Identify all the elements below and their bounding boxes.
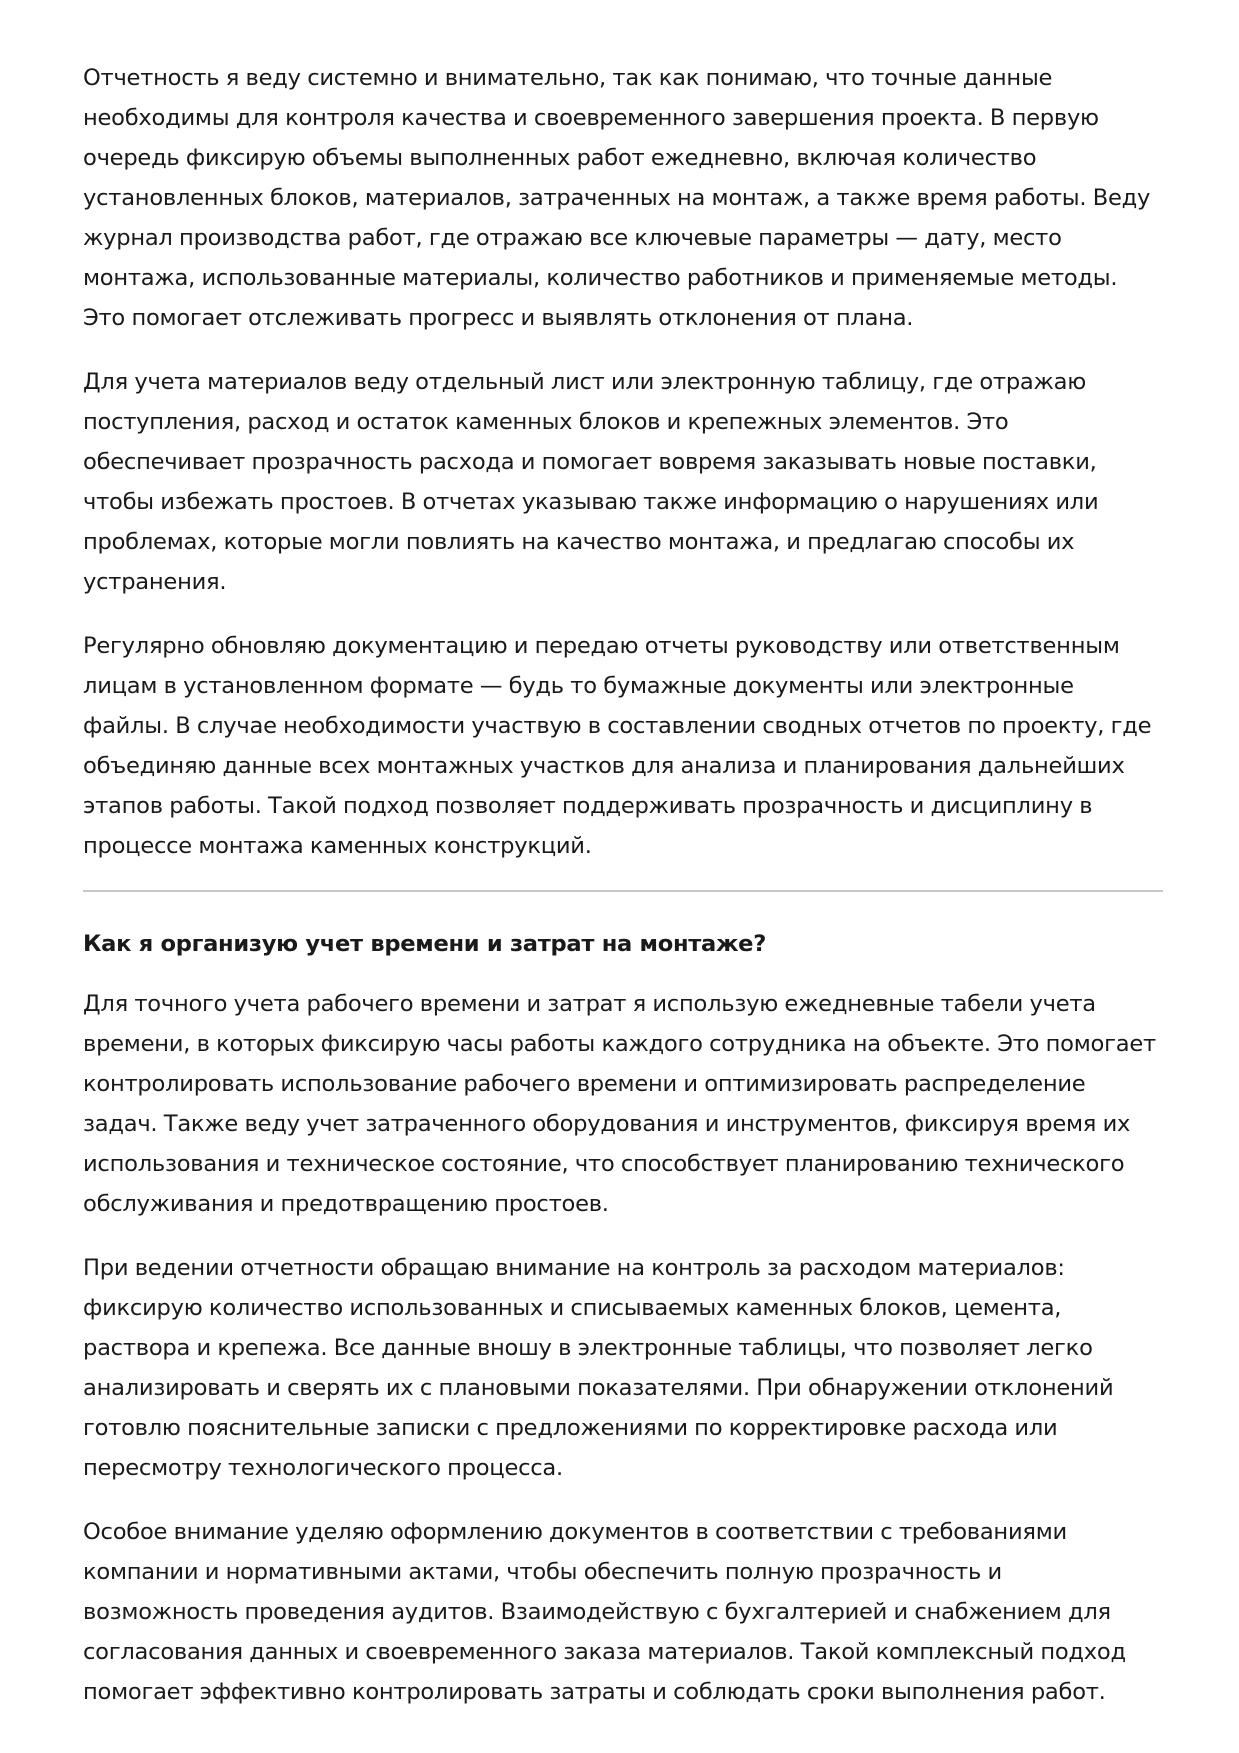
paragraph-materials-accounting: Для учета материалов веду отдельный лист или электронную таблицу, где отражаю поступления, расход и остаток каменных блоков и крепежных элементов. Это обеспечивает прозрачность расхода и помогает вовремя заказывать новые поставки, чтобы избежать простоев. В отчетах указываю также информацию о нарушениях или проблемах, которые могли повлиять на качество монтажа, и предлагаю способы их устранения. <box>83 369 1099 595</box>
paragraph-time-tracking: Для точного учета рабочего времени и затрат я использую ежедневные табели учета времени, в которых фиксирую часы работы каждого сотрудника на объекте. Это помогает контролировать использование рабочего времени и оптимизировать распределение задач. Также веду учет затраченного оборудования и инструментов, фиксируя время их использования и техническое состояние, что способствует планированию технического обслуживания и предотвращению простоев. <box>83 991 1156 1217</box>
paragraph-reporting-intro: Отчетность я веду системно и внимательно, так как понимаю, что точные данные необходимы для контроля качества и своевременного завершения проекта. В первую очередь фиксирую объемы выполненных работ ежедневно, включая количество установленных блоков, материалов, затраченных на монтаж, а также время работы. Веду журнал производства работ, где отражаю все ключевые параметры — дату, место монтажа, использованные материалы, количество работников и применяемые методы. Это помогает отслеживать прогресс и выявлять отклонения от плана. <box>83 65 1151 331</box>
document-page <box>83 58 1163 1736</box>
paragraph-documentation-updates: Регулярно обновляю документацию и передаю отчеты руководству или ответственным лицам в установленном формате — будь то бумажные документы или электронные файлы. В случае необходимости участвую в составлении сводных отчетов по проекту, где объединяю данные всех монтажных участков для анализа и планирования дальнейших этапов работы. Такой подход позволяет поддерживать прозрачность и дисциплину в процессе монтажа каменных конструкций. <box>83 633 1152 859</box>
section-heading: Как я организую учет времени и затрат на монтаже? <box>83 931 767 957</box>
section-divider <box>83 890 1163 892</box>
paragraph-material-consumption: При ведении отчетности обращаю внимание на контроль за расходом материалов: фиксирую количество использованных и списываемых каменных блоков, цемента, раствора и крепежа. Все данные вношу в электронные таблицы, что позволяет легко анализировать и сверять их с плановыми показателями. При обнаружении отклонений готовлю пояснительные записки с предложениями по корректировке расхода или пересмотру технологического процесса. <box>83 1255 1114 1481</box>
paragraph-document-compliance: Особое внимание уделяю оформлению документов в соответствии с требованиями компании и нормативными актами, чтобы обеспечить полную прозрачность и возможность проведения аудитов. Взаимодействую с бухгалтерией и снабжением для согласования данных и своевременного заказа материалов. Такой комплексный подход помогает эффективно контролировать затраты и соблюдать сроки выполнения работ. <box>83 1519 1126 1705</box>
